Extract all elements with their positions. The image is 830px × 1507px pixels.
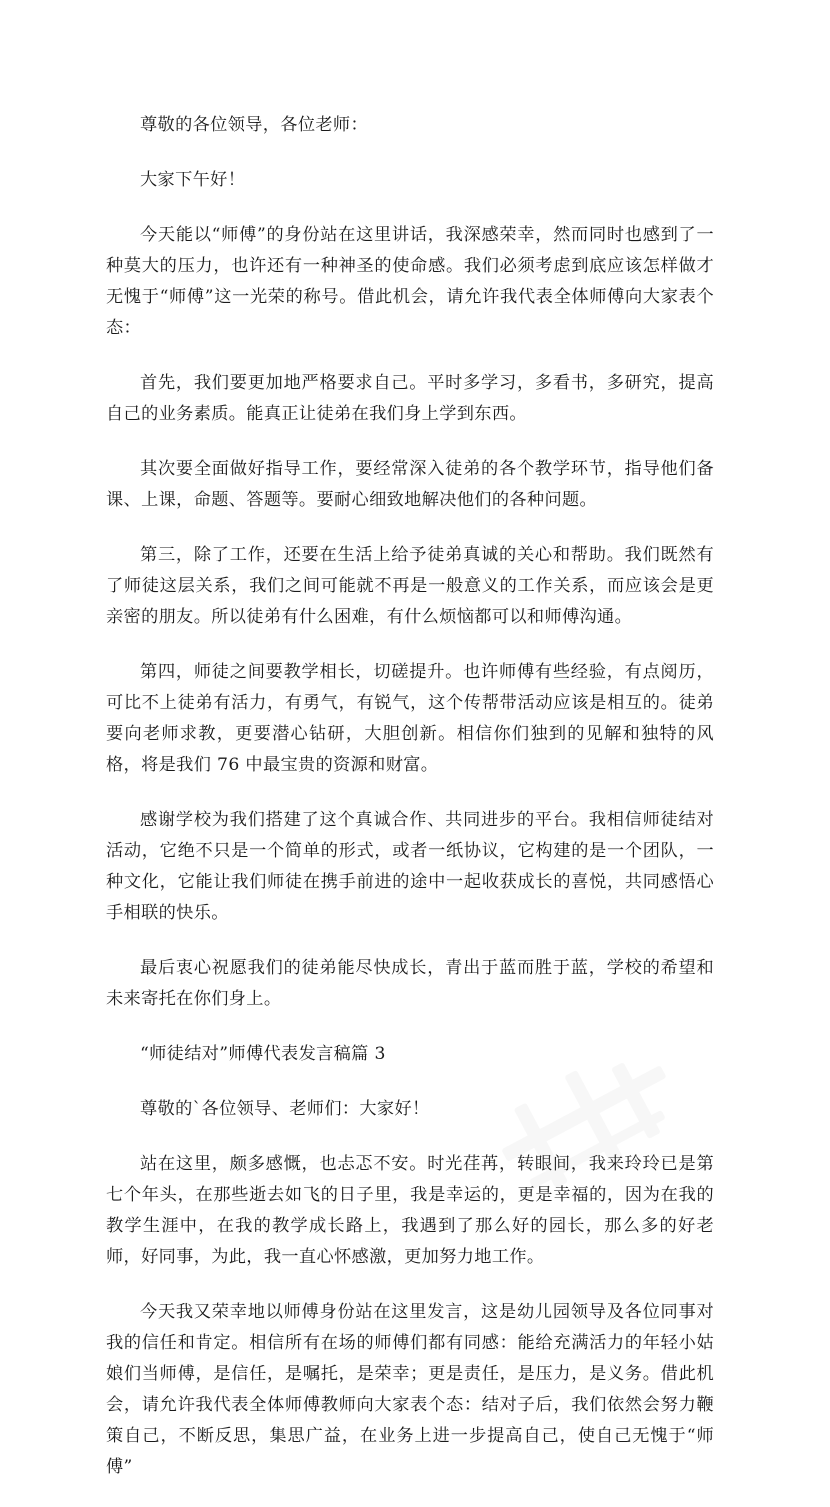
salutation: 尊敬的各位领导，各位老师： bbox=[140, 115, 368, 135]
greeting: 大家下午好！ bbox=[140, 170, 246, 190]
second-salutation: 尊敬的`各位领导、老师们：大家好！ bbox=[140, 1099, 430, 1119]
commitment-paragraph: 今天我又荣幸地以师傅身份站在这里发言，这是幼儿园领导及各位同事对我的信任和肯定。相信所有在场的师傅们都有同感：能给充满活力的年轻小姑娘们当师傅，是信任，是嘱托，是荣幸；更是责任，是压力，是义务。借此机会，请允许我代表全体师傅教师向大家表个态：结对子后，我们依然会努力鞭策自己，不断反思，集思广益，在业务上进一步提高自己，使自己无愧于“师傅” bbox=[106, 1302, 714, 1477]
point-two-paragraph: 其次要全面做好指导工作，要经常深入徒弟的各个教学环节，指导他们备课、上课，命题、答题等。要耐心细致地解决他们的各种问题。 bbox=[106, 459, 714, 510]
point-one-paragraph: 首先，我们要更加地严格要求自己。平时多学习，多看书，多研究，提高自己的业务素质。能真正让徒弟在我们身上学到东西。 bbox=[106, 373, 714, 424]
reflection-paragraph: 站在这里，颇多感慨，也忐忑不安。时光荏苒，转眼间，我来玲玲已是第七个年头，在那些逝去如飞的日子里，我是幸运的，更是幸福的，因为在我的教学生涯中，在我的教学成长路上，我遇到了那么好的园长，那么多的好老师，好同事，为此，我一直心怀感激，更加努力地工作。 bbox=[106, 1154, 714, 1267]
thanks-paragraph: 感谢学校为我们搭建了这个真诚合作、共同进步的平台。我相信师徒结对活动，它绝不只是一个简单的形式，或者一纸协议，它构建的是一个团队，一种文化，它能让我们师徒在携手前进的途中一起收获成长的喜悦，共同感悟心手相联的快乐。 bbox=[106, 810, 714, 923]
document-body bbox=[106, 110, 714, 1507]
point-four-paragraph: 第四，师徒之间要教学相长，切磋提升。也许师傅有些经验，有点阅历，可比不上徒弟有活力，有勇气，有锐气，这个传帮带活动应该是相互的。徒弟要向老师求教，更要潜心钻研，大胆创新。相信你们独到的见解和独特的风格，将是我们 76 中最宝贵的资源和财富。 bbox=[106, 662, 714, 775]
point-three-paragraph: 第三，除了工作，还要在生活上给予徒弟真诚的关心和帮助。我们既然有了师徒这层关系，我们之间可能就不再是一般意义的工作关系，而应该会是更亲密的朋友。所以徒弟有什么困难，有什么烦恼都可以和师傅沟通。 bbox=[106, 545, 714, 627]
closing-paragraph: 最后衷心祝愿我们的徒弟能尽快成长，青出于蓝而胜于蓝，学校的希望和未来寄托在你们身上。 bbox=[106, 958, 714, 1009]
section-heading: “师徒结对”师傅代表发言稿篇 3 bbox=[140, 1044, 386, 1064]
intro-paragraph: 今天能以“师傅”的身份站在这里讲话，我深感荣幸，然而同时也感到了一种莫大的压力，也许还有一种神圣的使命感。我们必须考虑到底应该怎样做才无愧于“师傅”这一光荣的称号。借此机会，请允许我代表全体师傅向大家表个态： bbox=[106, 225, 714, 338]
